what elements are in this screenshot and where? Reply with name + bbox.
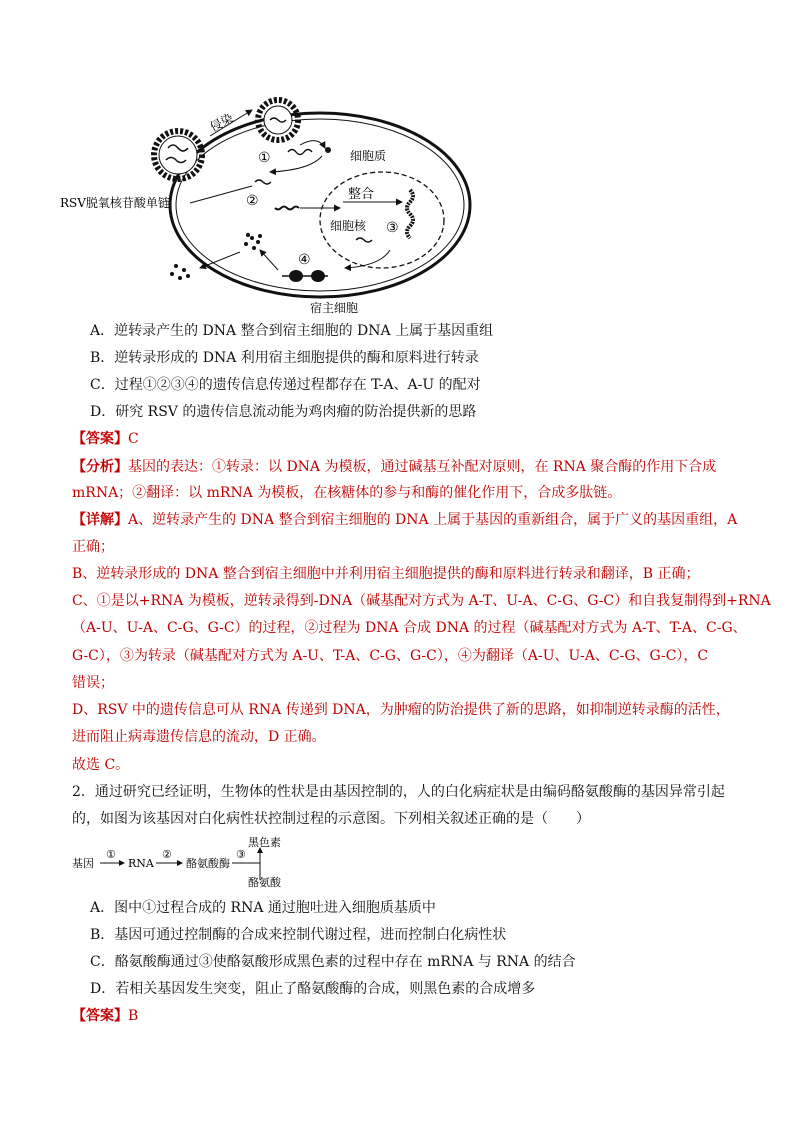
diagram-rna: RNA bbox=[128, 857, 154, 870]
label-host-cell: 宿主细胞 bbox=[310, 301, 359, 315]
step-1-label: ① bbox=[258, 150, 271, 166]
diagram-enzyme: 酪氨酸酶 bbox=[186, 857, 230, 870]
analysis-text-1: 基因的表达：①转录：以 DNA 为模板，通过碱基互补配对原则，在 RNA 聚合酶的作用下合成 bbox=[128, 459, 717, 475]
diagram-tyrosine: 酪氨酸 bbox=[248, 876, 281, 888]
detail-text-1: A、逆转录产生的 DNA 整合到宿主细胞的 DNA 上属于基因的重新组合，属于广义的基因重组，A bbox=[128, 512, 738, 528]
q1-detail-line-9: 进而阻止病毒遗传信息的流动，D 正确。 bbox=[72, 729, 326, 745]
virus-budding-icon bbox=[258, 100, 298, 140]
q2-option-b: B．基因可通过控制酶的合成来控制代谢过程，进而控制白化病性状 bbox=[90, 927, 507, 943]
q1-detail-line-2: 正确； bbox=[72, 539, 114, 555]
q1-analysis-line-1 bbox=[72, 458, 716, 476]
virus-particle-icon bbox=[154, 131, 202, 179]
detail-tag: 【详解】 bbox=[72, 512, 128, 528]
q1-option-c: C．过程①②③④的遗传信息传递过程都存在 T-A、A-U 的配对 bbox=[90, 377, 481, 393]
q2-option-a: A．图中①过程合成的 RNA 通过胞吐进入细胞质基质中 bbox=[90, 900, 436, 916]
gene-expression-diagram bbox=[70, 836, 320, 888]
label-infect: 侵染 bbox=[207, 110, 236, 135]
label-nucleus: 细胞核 bbox=[330, 219, 367, 233]
diagram-step-2: ② bbox=[162, 848, 172, 861]
q1-detail-line-4: C、①是以+RNA 为模板，逆转录得到-DNA（碱基配对方式为 A-T、U-A、C-G、G-C）和自我复制得到+RNA bbox=[72, 593, 771, 609]
analysis-tag: 【分析】 bbox=[72, 459, 128, 475]
answer-tag: 【答案】 bbox=[72, 431, 128, 447]
answer-value: B bbox=[128, 1008, 139, 1024]
label-integrate: 整合 bbox=[348, 187, 375, 202]
q2-option-d: D．若相关基因发生突变，阻止了酪氨酸酶的合成，则黑色素的合成增多 bbox=[90, 981, 536, 997]
q1-detail-line-6: G-C），③为转录（碱基配对方式为 A-U、T-A、C-G、G-C），④为翻译（A-U、U-A、C-G、G-C），C bbox=[72, 648, 709, 664]
diagram-step-1: ① bbox=[106, 848, 116, 861]
label-cytoplasm: 细胞质 bbox=[350, 149, 387, 163]
step-3-label: ③ bbox=[386, 220, 399, 236]
answer-value: C bbox=[128, 431, 139, 447]
answer-tag: 【答案】 bbox=[72, 1008, 128, 1024]
q1-detail-line-7: 错误； bbox=[72, 675, 114, 691]
q2-option-c: C．酪氨酸酶通过③使酪氨酸形成黑色素的过程中存在 mRNA 与 RNA 的结合 bbox=[90, 954, 576, 970]
label-rsv-strand: RSV脱氧核苷酸单链 bbox=[60, 196, 170, 210]
q1-answer bbox=[72, 430, 139, 448]
q1-detail-line-3: B、逆转录形成的 DNA 整合到宿主细胞中并利用宿主细胞提供的酶和原料进行转录和翻译，B 正确； bbox=[72, 566, 700, 582]
diagram-gene: 基因 bbox=[72, 857, 94, 870]
q2-answer bbox=[72, 1007, 138, 1025]
q1-option-a: A．逆转录产生的 DNA 整合到宿主细胞的 DNA 上属于基因重组 bbox=[90, 323, 494, 339]
q1-detail-line-8: D、RSV 中的遗传信息可从 RNA 传递到 DNA，为肿瘤的防治提供了新的思路，如抑制逆转录酶的活性， bbox=[72, 702, 730, 718]
q2-stem-line-1: 2．通过研究已经证明，生物体的性状是由基因控制的，人的白化病症状是由编码酪氨酸酶的基因异常引起 bbox=[72, 784, 725, 800]
q1-detail-line-1 bbox=[72, 511, 737, 529]
diagram-step-3: ③ bbox=[236, 848, 246, 861]
q1-option-d: D．研究 RSV 的遗传信息流动能为鸡肉瘤的防治提供新的思路 bbox=[90, 404, 477, 420]
q1-conclusion: 故选 C。 bbox=[72, 757, 130, 773]
step-4-label: ④ bbox=[298, 252, 311, 268]
q1-detail-line-5: （A-U、U-A、C-G、G-C）的过程，②过程为 DNA 合成 DNA 的过程（碱基配对方式为 A-T、T-A、C-G、 bbox=[72, 620, 747, 636]
q2-stem-line-2: 的，如图为该基因对白化病性状控制过程的示意图。下列相关叙述正确的是（ ） bbox=[72, 811, 590, 827]
rsv-infection-diagram bbox=[60, 90, 480, 318]
step-2-label: ② bbox=[246, 193, 259, 209]
diagram-melanin: 黑色素 bbox=[248, 836, 281, 849]
q1-option-b: B．逆转录形成的 DNA 利用宿主细胞提供的酶和原料进行转录 bbox=[90, 350, 479, 366]
q1-analysis-line-2: mRNA；②翻译：以 mRNA 为模板，在核糖体的参与和酶的催化作用下，合成多肽链。 bbox=[72, 485, 622, 501]
